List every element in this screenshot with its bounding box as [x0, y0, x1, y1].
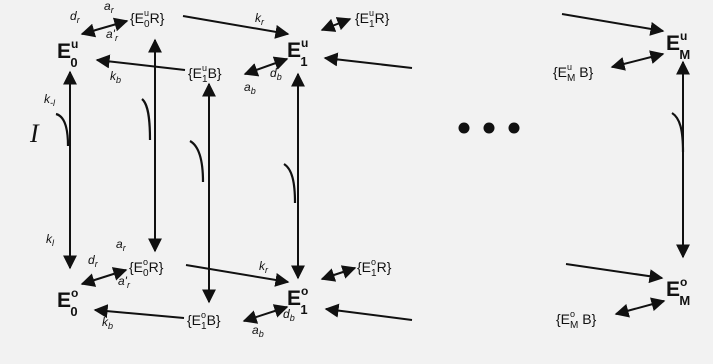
light-curl-e0ur [142, 99, 150, 140]
light-curl-e1u [284, 164, 295, 203]
complex-e1or: {$E^o$ 1R} [357, 257, 392, 279]
rate-k-minus-l: $k_{-l}$ [44, 92, 55, 108]
arrow-in-e1u [325, 58, 412, 68]
arrow-in-e1o [326, 309, 412, 320]
arrow-in-emo [566, 264, 662, 278]
arrow-e1o-e1or [322, 268, 355, 279]
arrow-e0u-e0ur [82, 21, 127, 34]
arrow-e0or-e1o [186, 265, 288, 282]
rate-a-r-top: $a_r$ [104, 0, 114, 15]
rate-a-b-top: $a_b$ [244, 80, 256, 96]
rate-k-b-top: $k_b$ [110, 69, 122, 85]
ellipsis [459, 123, 520, 134]
rate-k-l: $k_l$ [46, 232, 54, 248]
arrow-e1ob-e0o [95, 310, 184, 318]
complex-e0or: {$E^o$ 0R} [129, 257, 164, 279]
rate-d-r-bot: $d_r$ [88, 253, 98, 269]
rate-d-b-top: $d_b$ [270, 66, 282, 82]
arrow-e0ur-e1u [183, 16, 288, 34]
node-emu: $E^u$ M [666, 29, 691, 62]
rate-a-b-bot: $a_b$ [252, 323, 264, 339]
rate-a-r-prime-bot: $a'_r$ [118, 274, 130, 290]
light-curl-e1ub [190, 141, 203, 182]
arrow-in-emu [562, 14, 663, 31]
arrow-e1u-e1ur [322, 19, 350, 30]
complex-e0ur: {$E^u$ 0R} [130, 8, 165, 30]
arrow-e1ob-e1o [244, 307, 287, 321]
complex-e1ob: {$E^o$ 1B} [187, 310, 221, 332]
rate-a-r-bot: $a_r$ [116, 237, 126, 253]
node-e0o: $E^o$ 0 [57, 286, 79, 319]
node-emo: $E^o$ M [666, 275, 691, 308]
complex-emob: {$E^o$ M B} [556, 309, 597, 331]
arrow-emu-emub [612, 54, 663, 67]
light-curl-e0 [56, 114, 68, 146]
light-symbol: I [30, 119, 39, 148]
rate-d-b-bot: $d_b$ [283, 307, 295, 323]
node-e0u: $E^u$ 0 [57, 37, 79, 70]
node-e1o: $E^o$ 1 [287, 284, 309, 317]
rate-k-r-top: $k_r$ [255, 11, 264, 27]
light-curl-emu [672, 113, 683, 152]
arrow-emo-emob [616, 301, 664, 314]
complex-emub: {$E^u$ M B} [553, 62, 594, 84]
rate-k-r-bot: $k_r$ [259, 259, 268, 275]
rate-a-r-prime-top: $a'_r$ [106, 27, 118, 43]
complex-e1ur: {$E^u$ 1R} [355, 8, 390, 30]
node-e1u: $E^u$ 1 [287, 36, 309, 69]
rate-k-b-bot: $k_b$ [102, 315, 114, 331]
complex-e1ub: {$E^u$ 1B} [188, 63, 222, 85]
rate-d-r-top: $d_r$ [70, 9, 80, 25]
